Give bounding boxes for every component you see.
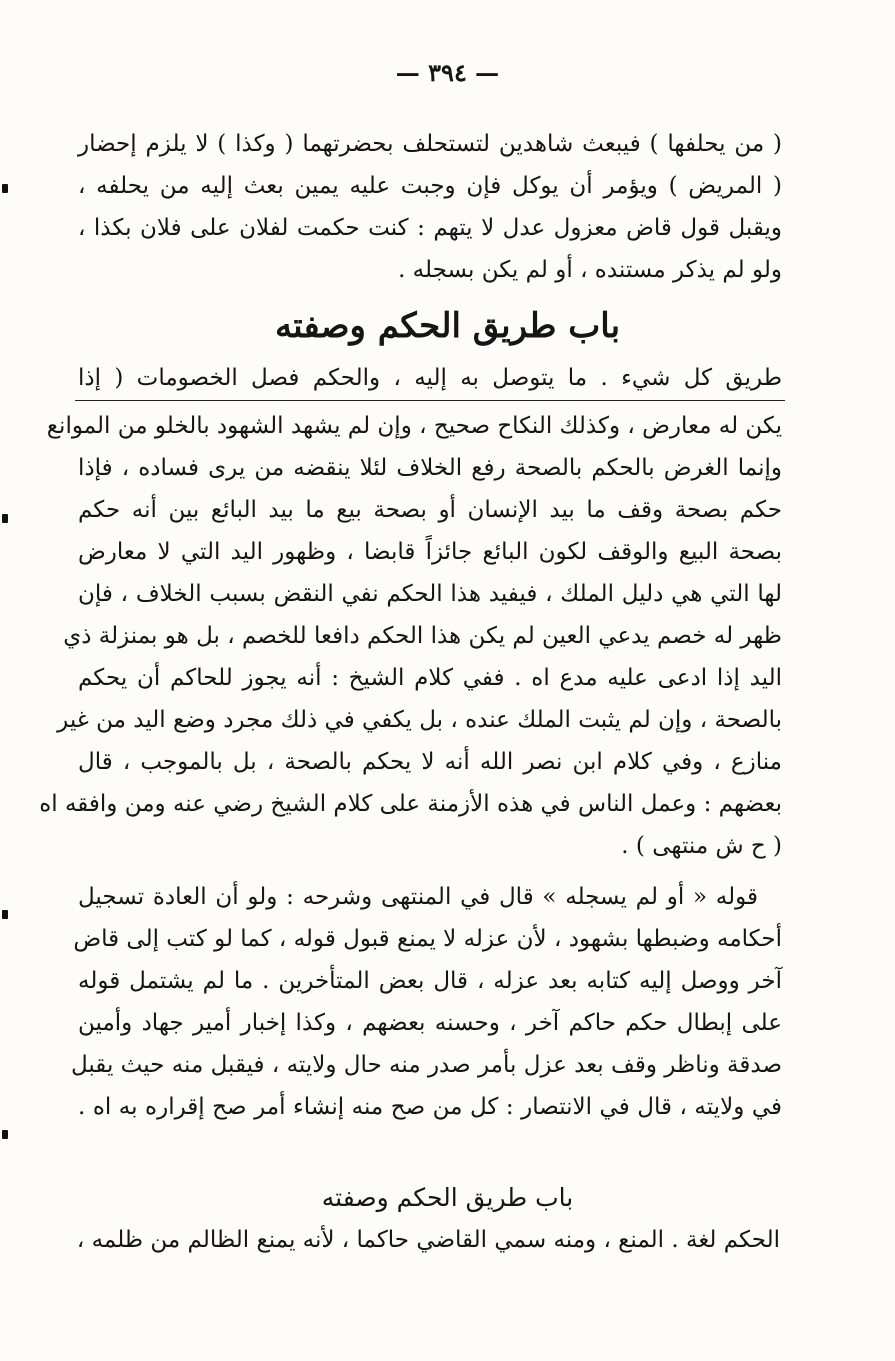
- margin-mark: [2, 1130, 8, 1139]
- sharh-line-17: في ولايته ، قال في الانتصار : كل من صح منه إنشاء أمر صح إقراره به اه .: [78, 1094, 782, 1120]
- sharh-line-16: صدقة وناظر وقف بعد عزل بأمر صدر منه حال ولايته ، فيقبل منه حيث يقبل: [70, 1052, 782, 1078]
- sub-heading: باب طريق الحكم وصفته: [321, 1183, 574, 1212]
- sharh-line-1: يكن له معارض ، وكذلك النكاح صحيح ، وإن لم يشهد الشهود بالخلو من الموانع: [46, 413, 782, 439]
- matn-line-1: ( من يحلفها ) فيبعث شاهدين لتستحلف بحضرتهما ( وكذا ) لا يلزم إحضار: [78, 131, 782, 157]
- sharh-line-10: بعضهم : وعمل الناس في هذه الأزمنة على كلام الشيخ رضي عنه ومن وافقه اه: [39, 791, 782, 817]
- sharh-line-14: آخر ووصل إليه كتابه بعد عزله ، قال بعض المتأخرين . ما لم يشتمل قوله: [78, 968, 782, 994]
- margin-mark: [2, 184, 8, 193]
- matn-line-2: ( المريض ) ويؤمر أن يوكل فإن وجبت عليه يمين بعث إليه من يحلفه ،: [78, 173, 782, 199]
- sharh-line-4: بصحة البيع والوقف لكون البائع جائزاً قابضا ، وظهور اليد التي لا معارض: [78, 539, 782, 565]
- margin-mark: [2, 910, 8, 919]
- sharh-line-15: على إبطال حكم حاكم آخر ، وحسنه بعضهم ، وكذا إخبار أمير جهاد وأمين: [78, 1010, 782, 1036]
- sharh-line-2: وإنما الغرض بالحكم بالصحة رفع الخلاف لئلا ينقضه من يرى فساده ، فإذا: [78, 455, 782, 481]
- page-number: — ٣٩٤ —: [395, 58, 500, 87]
- separator-rule: [75, 400, 785, 401]
- margin-mark: [2, 514, 8, 523]
- chapter-heading: باب طريق الحكم وصفته: [274, 306, 621, 346]
- sharh-line-6: ظهر له خصم يدعي العين لم يكن هذا الحكم دافعا للخصم ، بل هو بمنزلة ذي: [63, 623, 782, 649]
- sharh-line-9: منازع ، وفي كلام ابن نصر الله أنه لا يحكم بالصحة ، بل بالموجب ، قال: [78, 749, 782, 775]
- sharh-line-12: قوله « أو لم يسجله » قال في المنتهى وشرحه : ولو أن العادة تسجيل: [78, 884, 758, 910]
- sharh-line-13: أحكامه وضبطها بشهود ، لأن عزله لا يمنع قبول قوله ، كما لو كتب إلى قاض: [73, 926, 782, 952]
- matn-line-3: ويقبل قول قاض معزول عدل لا يتهم : كنت حكمت لفلان على فلان بكذا ،: [78, 215, 782, 241]
- last-line: الحكم لغة . المنع ، ومنه سمي القاضي حاكما ، لأنه يمنع الظالم من ظلمه ،: [76, 1227, 780, 1253]
- matn-line-after-heading: طريق كل شيء . ما يتوصل به إليه ، والحكم فصل الخصومات ( إذا: [78, 365, 782, 391]
- matn-line-4: ولو لم يذكر مستنده ، أو لم يكن بسجله .: [398, 257, 782, 283]
- sharh-line-11: ( ح ش منتهى ) .: [621, 833, 782, 859]
- sharh-line-3: حكم بصحة وقف ما بيد الإنسان أو بصحة بيع ما بيد البائع بين أنه حكم: [78, 497, 782, 523]
- sharh-line-5: لها التي هي دليل الملك ، فيفيد هذا الحكم نفي النقض بسبب الخلاف ، فإن: [78, 581, 782, 607]
- sharh-line-7: اليد إذا ادعى عليه مدع اه . ففي كلام الشيخ : أنه يجوز للحاكم أن يحكم: [78, 665, 782, 691]
- sharh-line-8: بالصحة ، وإن لم يثبت الملك عنده ، بل يكفي في ذلك مجرد وضع اليد من غير: [57, 707, 782, 733]
